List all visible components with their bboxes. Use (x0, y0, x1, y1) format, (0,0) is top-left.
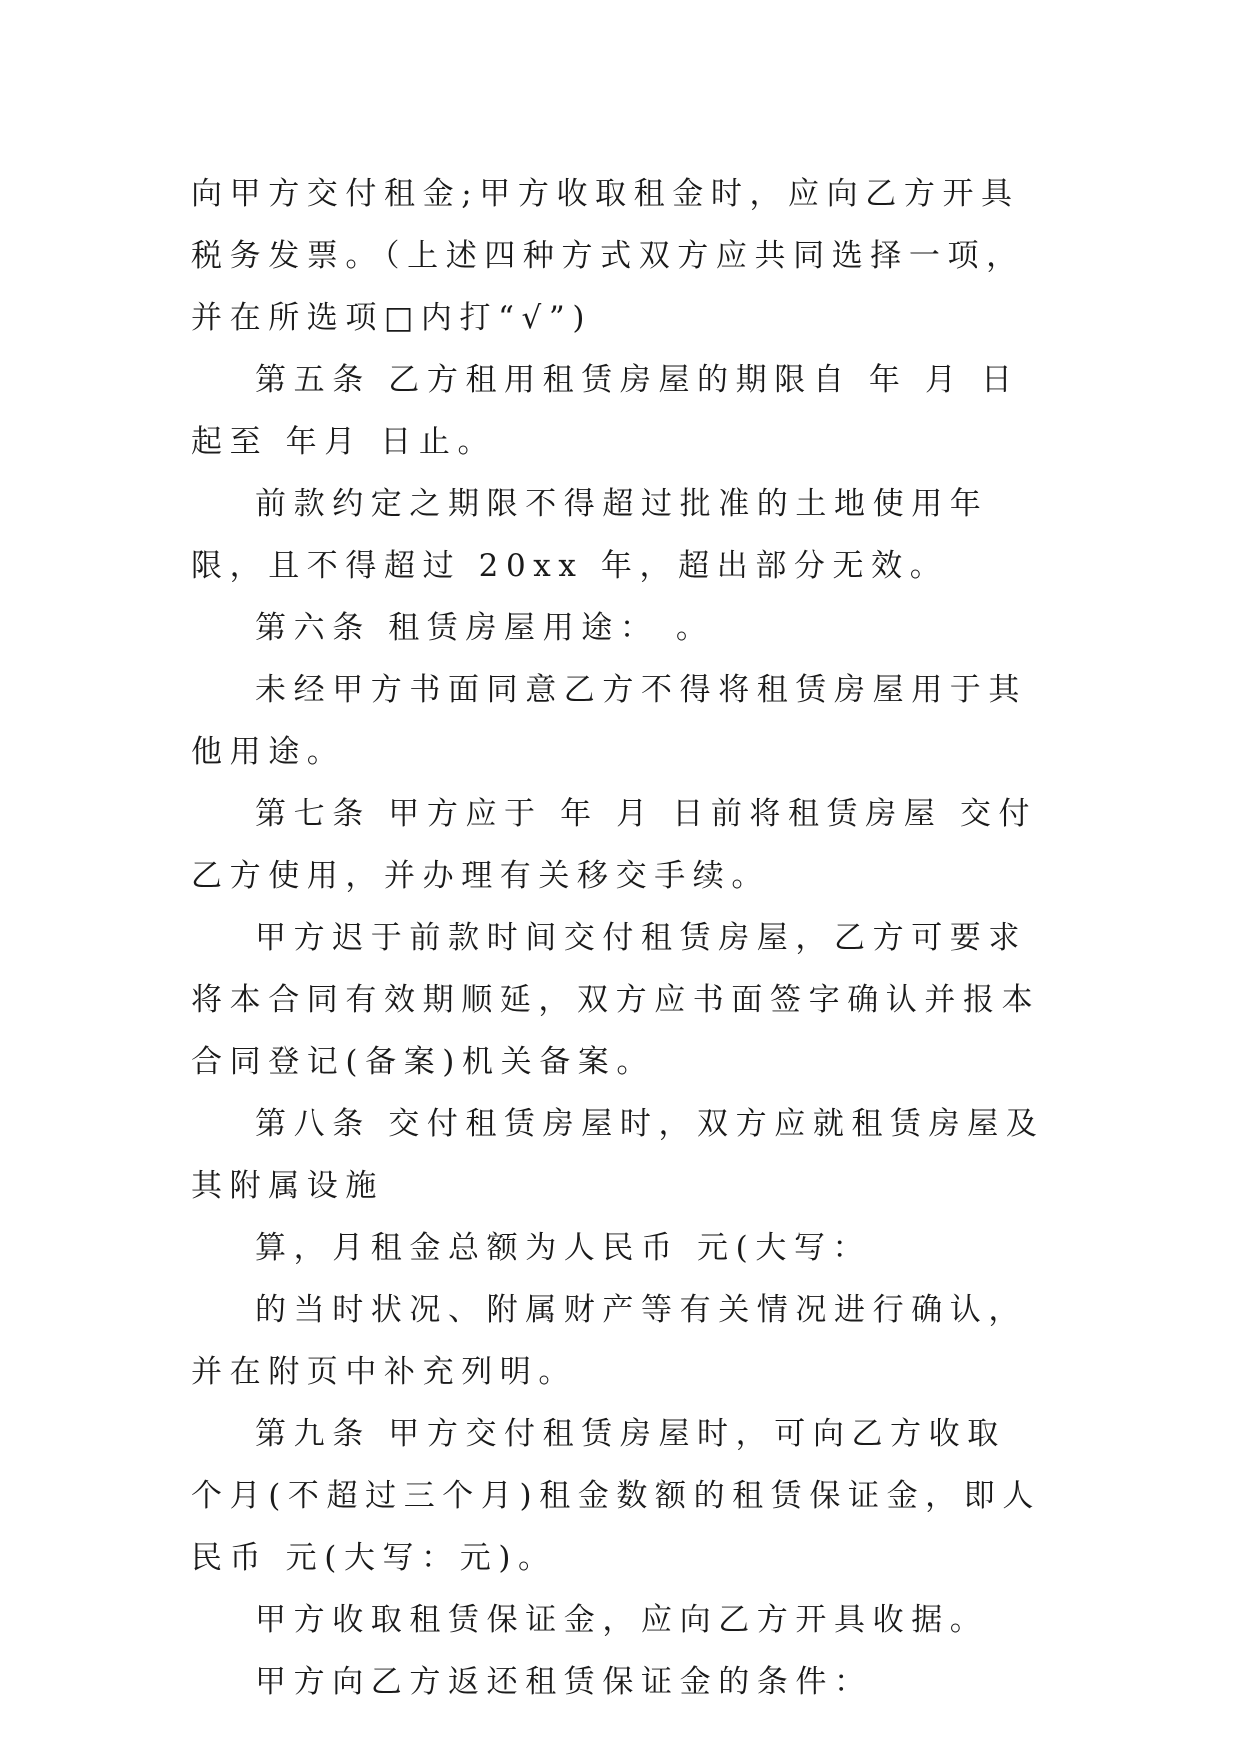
paragraph-delay-extension: 甲方迟于前款时间交付租赁房屋，乙方可要求将本合同有效期顺延，双方应书面签字确认并报本合同登记(备案)机关备案。 (191, 920, 1041, 1080)
paragraph-rent-payment: 向甲方交付租金;甲方收取租金时，应向乙方开具税务发票。（上述四种方式双方应共同选择一项，并在所选项□内打“√”) (191, 176, 1025, 336)
paragraph-deposit-receipt: 甲方收取租赁保证金，应向乙方开具收据。 (255, 1602, 989, 1638)
paragraph-deposit-return: 甲方向乙方返还租赁保证金的条件： (255, 1664, 873, 1700)
paragraph-condition-confirmation: 的当时状况、附属财产等有关情况进行确认，并在附页中补充列明。 (191, 1292, 1027, 1390)
paragraph-article-5: 第五条 乙方租用租赁房屋的期限自 年 月 日起至 年月 日止。 (191, 362, 1020, 460)
paragraph-article-8: 第八条 交付租赁房屋时，双方应就租赁房屋及其附属设施 (191, 1106, 1045, 1204)
paragraph-article-9: 第九条 甲方交付租赁房屋时，可向乙方收取 个月(不超过三个月)租金数额的租赁保证金，即人民币 元(大写：元)。 (191, 1416, 1041, 1576)
paragraph-usage-restriction: 未经甲方书面同意乙方不得将租赁房屋用于其他用途。 (191, 672, 1027, 770)
document-body (191, 163, 1055, 1713)
paragraph-article-6: 第六条 租赁房屋用途： 。 (255, 610, 715, 646)
paragraph-term-limit: 前款约定之期限不得超过批准的土地使用年限，且不得超过 20xx 年，超出部分无效。 (191, 486, 989, 584)
paragraph-monthly-rent: 算，月租金总额为人民币 元(大写： (255, 1230, 872, 1266)
paragraph-article-7: 第七条 甲方应于 年 月 日前将租赁房屋 交付乙方使用，并办理有关移交手续。 (191, 796, 1038, 894)
